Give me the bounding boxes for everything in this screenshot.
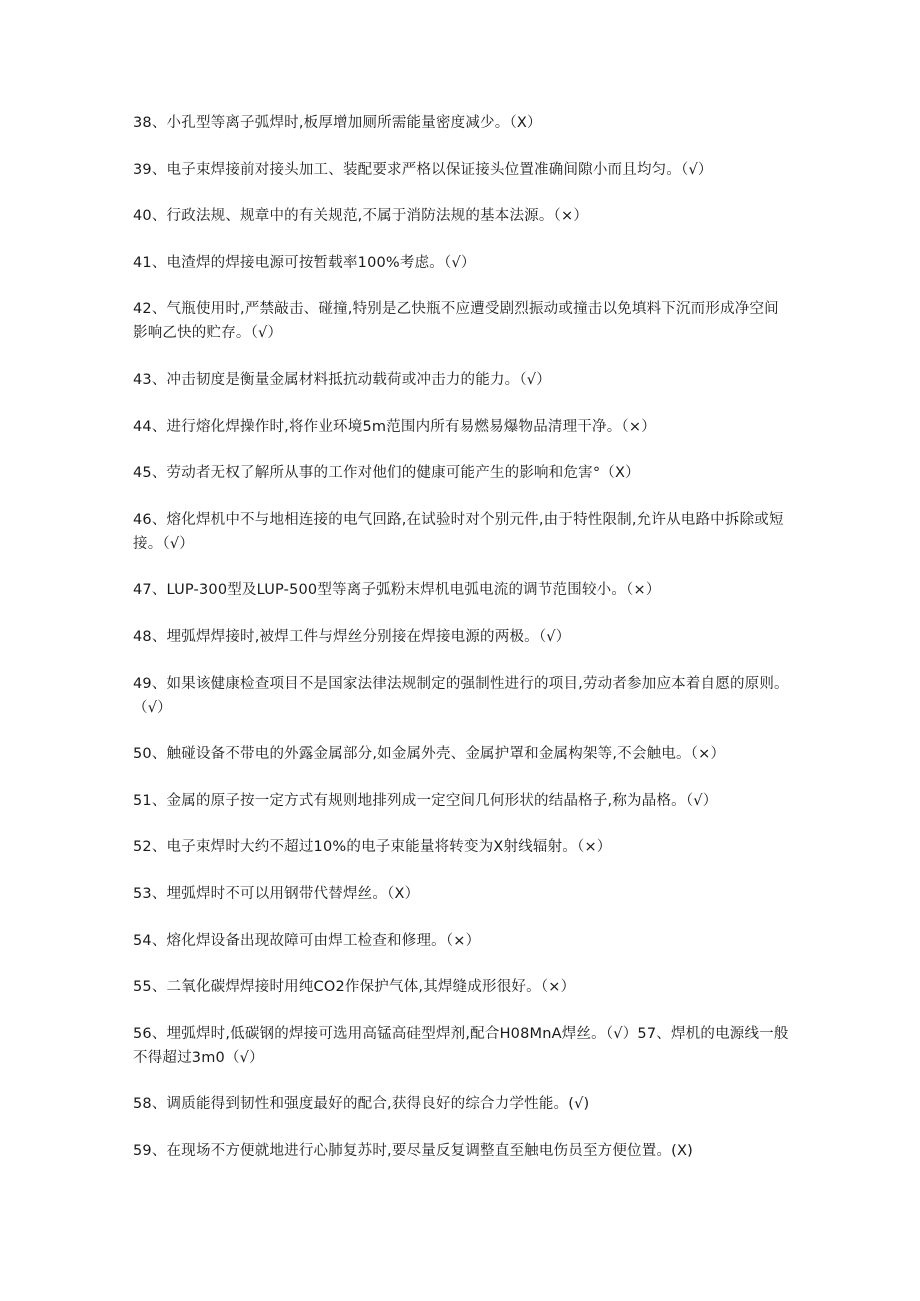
question-item: 51、金属的原子按一定方式有规则地排列成一定空间几何形状的结晶格子,称为晶格。（√）	[133, 792, 718, 809]
question-item: 47、LUP-300型及LUP-500型等离子弧粉末焊机电弧电流的调节范围较小。（×）	[133, 582, 661, 599]
question-item: 56、埋弧焊时,低碳钢的焊接可选用高锰高硅型焊剂,配合H08MnA焊丝。（√）57、焊机的电源线一般不得超过3m0（√）	[133, 1025, 789, 1066]
question-item: 43、冲击韧度是衡量金属材料抵抗动载荷或冲击力的能力。（√）	[133, 371, 551, 388]
question-item: 50、触碰设备不带电的外露金属部分,如金属外壳、金属护罩和金属构架等,不会触电。（×）	[133, 746, 726, 763]
question-item: 46、熔化焊机中不与地相连接的电气回路,在试验时对个别元件,由于特性限制,允许从电路中拆除或短接。（√）	[133, 511, 784, 552]
question-item: 52、电子束焊时大约不超过10%的电子束能量将转变为X射线辐射。（×）	[133, 839, 612, 856]
question-item: 41、电渣焊的焊接电源可按暂载率100%考虑。（√）	[133, 254, 476, 271]
question-item: 40、行政法规、规章中的有关规范,不属于消防法规的基本法源。（×）	[133, 208, 589, 225]
question-item: 45、劳动者无权了解所从事的工作对他们的健康可能产生的影响和危害°（X）	[133, 465, 640, 482]
question-item: 42、气瓶使用时,严禁敲击、碰撞,特别是乙快瓶不应遭受剧烈振动或撞击以免填料下沉而形成净空间影响乙快的贮存。（√）	[133, 301, 779, 342]
question-item: 49、如果该健康检查项目不是国家法律法规制定的强制性进行的项目,劳动者参加应本着自愿的原则。（√）	[133, 675, 789, 716]
question-item: 54、熔化焊设备出现故障可由焊工检查和修理。（×）	[133, 932, 481, 949]
question-item: 48、埋弧焊焊接时,被焊工件与焊丝分别接在焊接电源的两极。（√）	[133, 628, 571, 645]
question-item: 58、调质能得到韧性和强度最好的配合,获得良好的综合力学性能。(√)	[133, 1096, 590, 1113]
question-item: 39、电子束焊接前对接头加工、装配要求严格以保证接头位置准确间隙小而且均匀。（√）	[133, 161, 713, 178]
question-item: 38、小孔型等离子弧焊时,板厚增加厕所需能量密度减少。（X）	[133, 115, 542, 131]
question-item: 55、二氧化碳焊焊接时用纯CO2作保护气体,其焊缝成形很好。（×）	[133, 979, 576, 996]
question-item: 59、在现场不方便就地进行心肺复苏时,要尽量反复调整直至触电伤员至方便位置。(X)	[133, 1142, 694, 1159]
question-list	[133, 111, 793, 1185]
question-item: 53、埋弧焊时不可以用钢带代替焊丝。（X）	[133, 885, 420, 902]
question-item: 44、进行熔化焊操作时,将作业环境5m范围内所有易燃易爆物品清理干净。（×）	[133, 418, 656, 435]
